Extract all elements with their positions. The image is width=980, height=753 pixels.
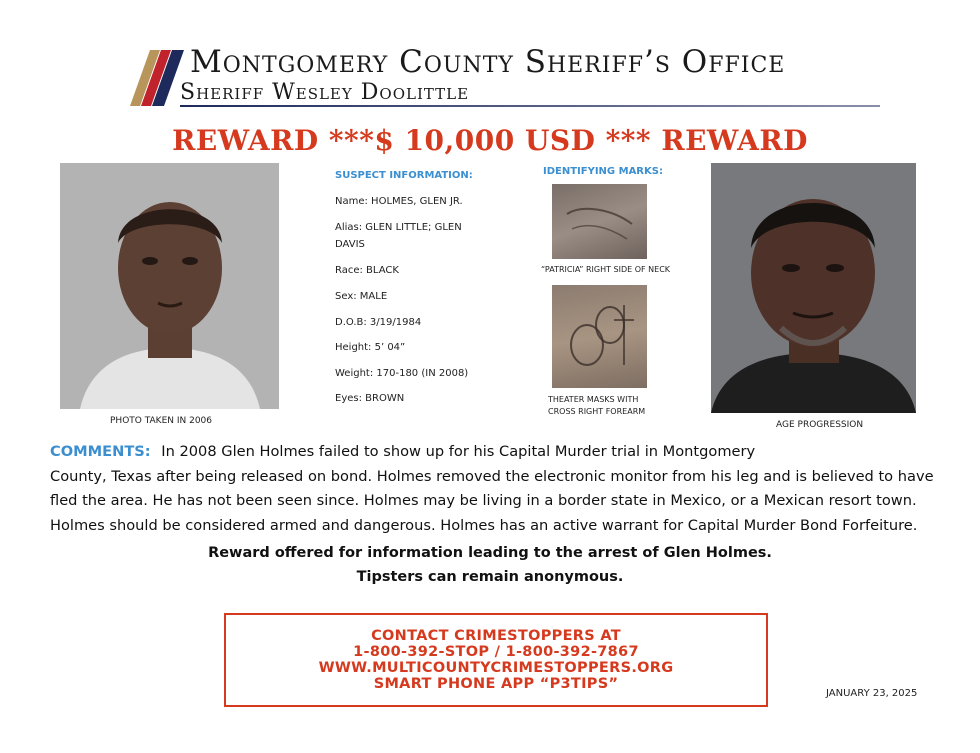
org-title: Montgomery County Sheriff’s Office [190,44,786,80]
sheriff-name: Sheriff Wesley Doolittle [180,80,470,105]
suspect-race: Race: BLACK [335,265,399,276]
neck-tattoo-image [552,184,647,259]
comments-text-rest: County, Texas after being released on bond. Holmes removed the electronic monitor from his leg and is believed to have fled the area. He has not been seen since. Holmes may be living in a border state in Mexico, or a Mexican resort town. Holmes should be considered armed and dangerous. Holmes has an active warrant for Capital Murder Bond Forfeiture. [50,467,934,534]
contact-website: WWW.MULTICOUNTYCRIMESTOPPERS.ORG [318,660,674,676]
suspect-name: Name: HOLMES, GLEN JR. [335,196,463,207]
identifying-marks-heading: IDENTIFYING MARKS: [543,166,663,177]
suspect-alias-2: DAVIS [335,239,365,250]
forearm-tattoo-caption: THEATER MASKS WITH CROSS RIGHT FOREARM [548,395,646,416]
reward-info-line: Reward offered for information leading to the arrest of Glen Holmes. [208,545,772,561]
comments-label: COMMENTS: [50,443,151,460]
bulletin-date: JANUARY 23, 2025 [826,688,918,699]
age-progression-photo [711,163,916,413]
suspect-info-heading: SUSPECT INFORMATION: [335,170,473,181]
contact-heading: CONTACT CRIMESTOPPERS AT [371,628,621,644]
suspect-dob: D.O.B: 3/19/1984 [335,317,422,328]
comments-first-line [50,440,940,465]
comments-text-line1: In 2008 Glen Holmes failed to show up for his Capital Murder trial in Montgomery [161,443,756,460]
forearm-tattoo-photo [552,285,647,388]
suspect-photo-2006-image [60,163,279,409]
age-progression-caption: AGE PROGRESSION [776,420,864,430]
suspect-height: Height: 5’ 04” [335,342,406,353]
suspect-sex: Sex: MALE [335,291,388,302]
header-divider [180,105,880,107]
tipsters-line: Tipsters can remain anonymous. [356,569,624,585]
contact-app: SMART PHONE APP “P3TIPS” [373,676,619,692]
comments-section [50,440,940,538]
neck-tattoo-photo [552,184,647,259]
suspect-alias-1: Alias: GLEN LITTLE; GLEN [335,222,462,233]
photo-2006-caption: PHOTO TAKEN IN 2006 [110,416,213,426]
forearm-tattoo-image [552,285,647,388]
suspect-photo-2006 [60,163,279,409]
contact-phone-numbers: 1-800-392-STOP / 1-800-392-7867 [353,644,639,660]
sheriff-logo-mark [128,50,184,106]
reward-banner: REWARD ***$ 10,000 USD *** REWARD [172,124,808,157]
suspect-weight: Weight: 170-180 (IN 2008) [335,368,469,379]
age-progression-image [711,163,916,413]
suspect-eyes: Eyes: BROWN [335,393,405,404]
neck-tattoo-caption: “PATRICIA” RIGHT SIDE OF NECK [541,265,671,274]
